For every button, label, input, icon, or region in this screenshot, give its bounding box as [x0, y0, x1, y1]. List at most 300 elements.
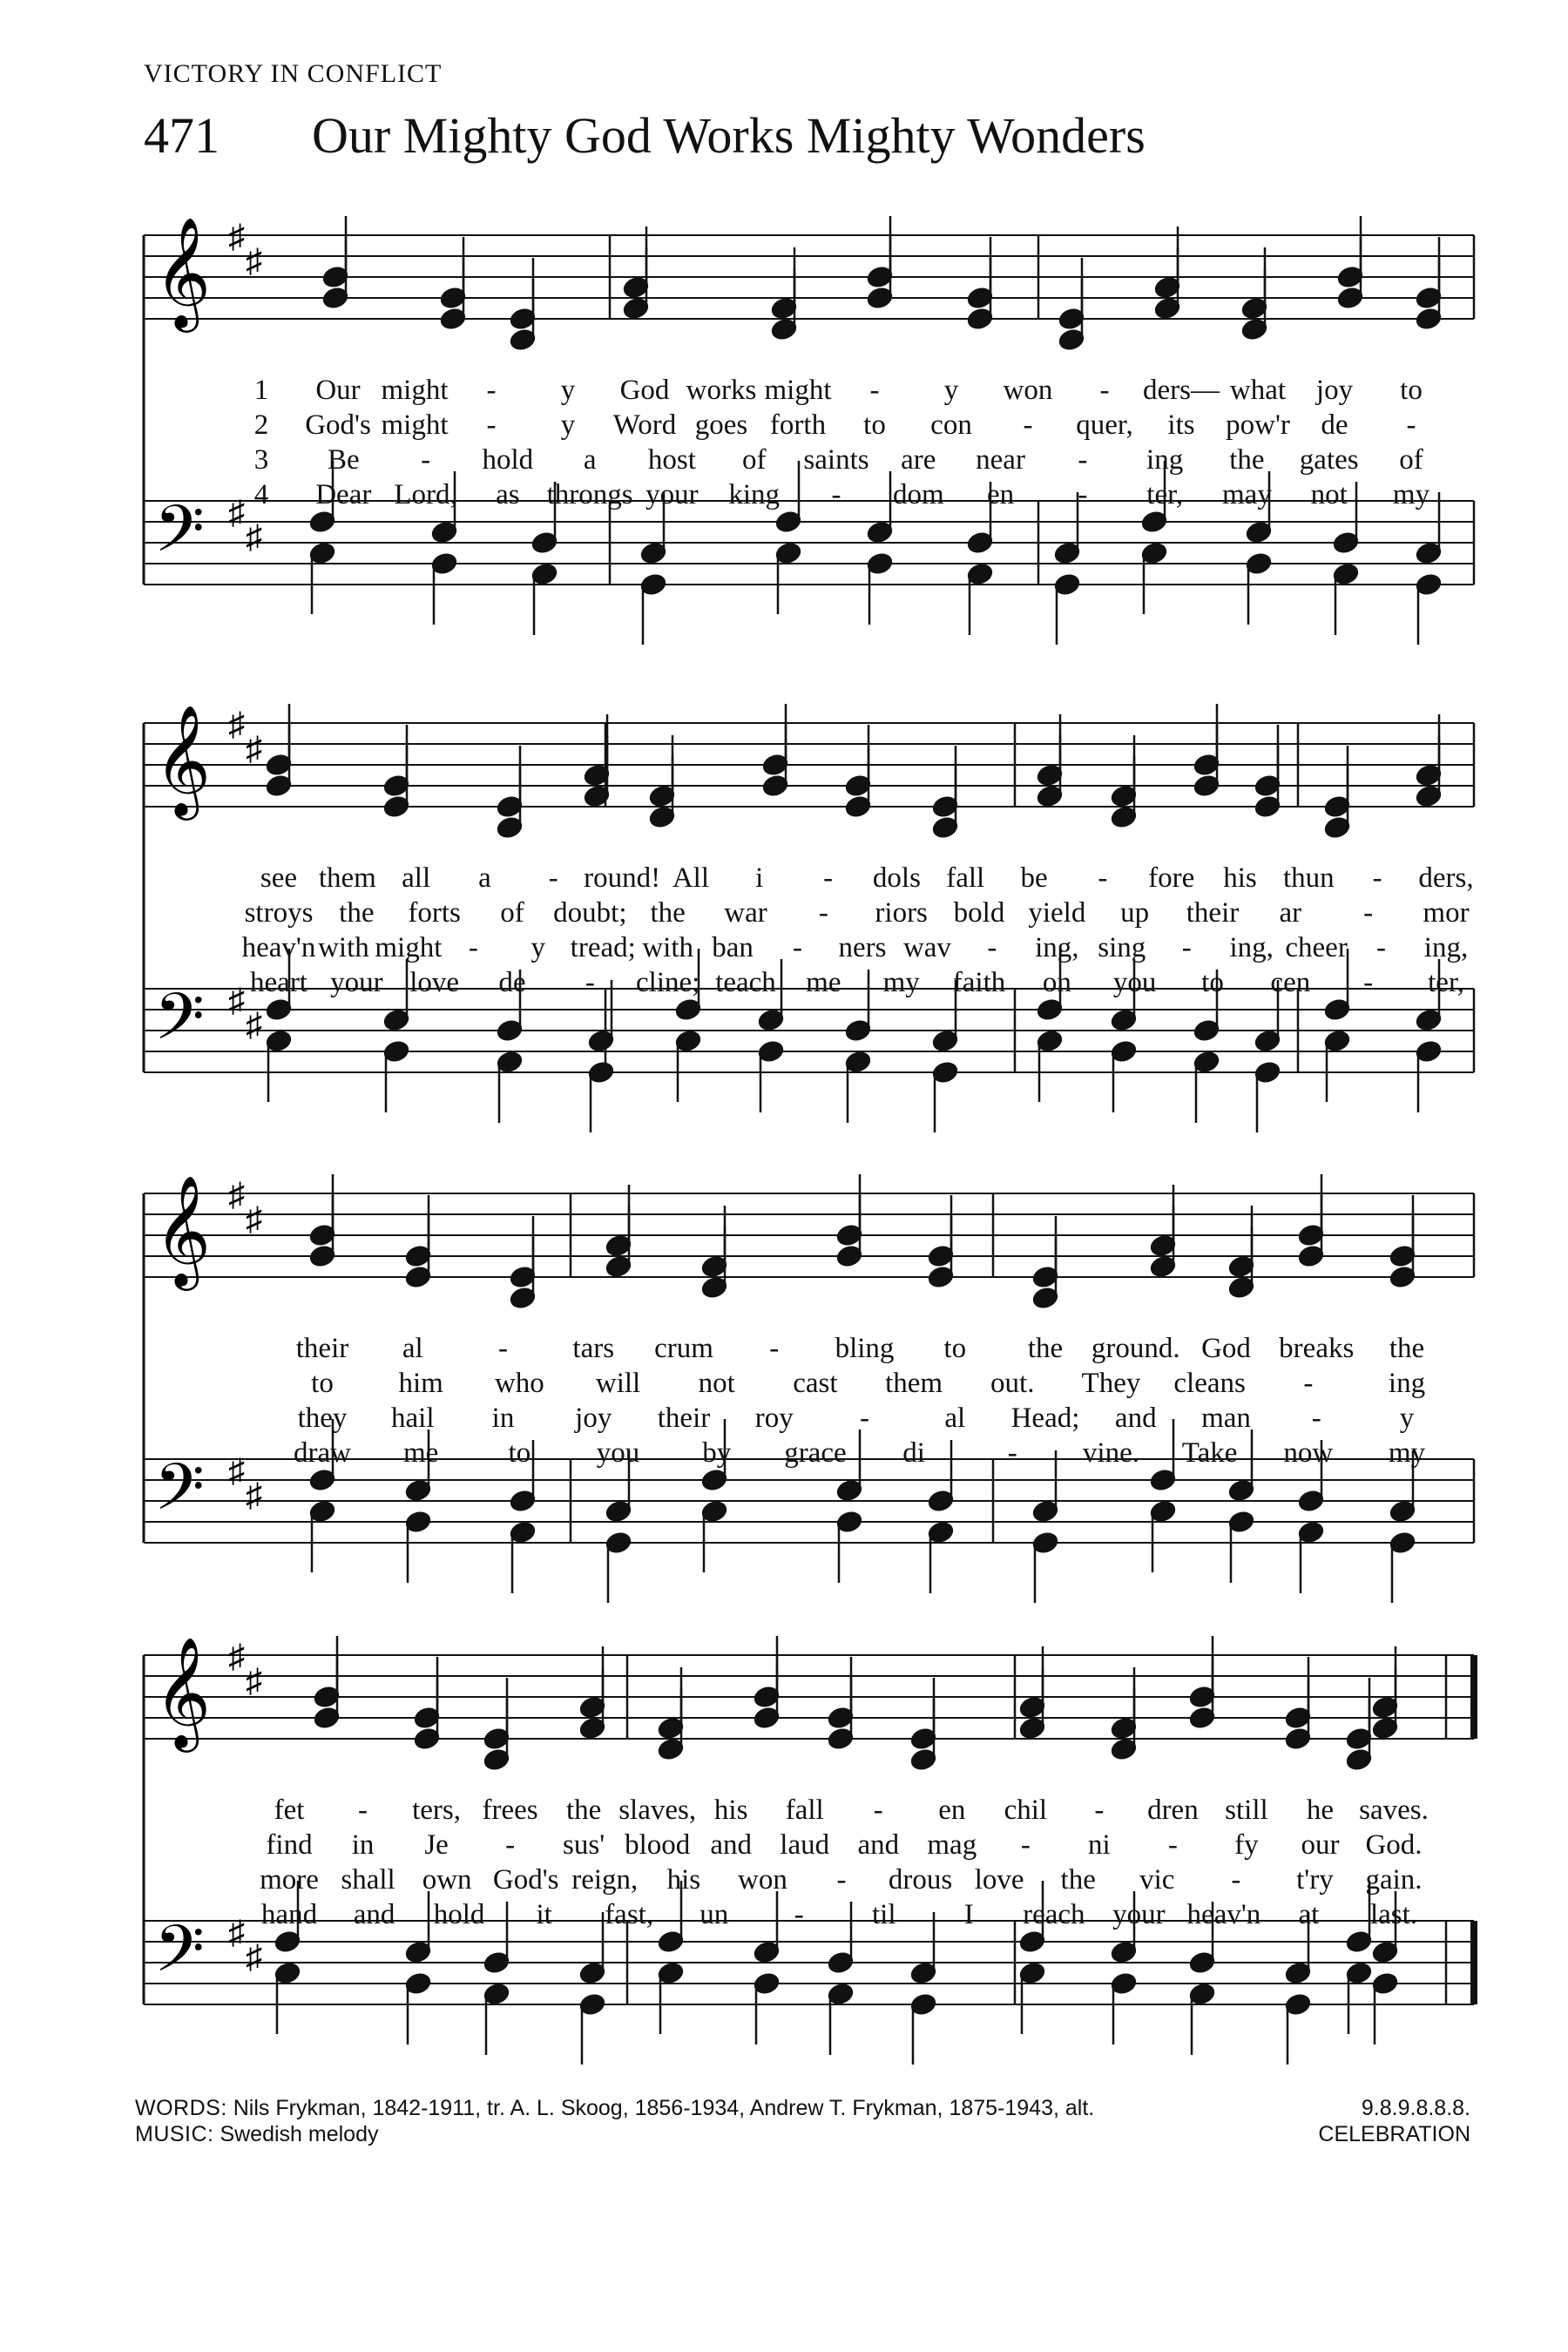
lyric-syllable: at: [1298, 1899, 1320, 1930]
sharp-icon: ♯: [228, 1639, 245, 1675]
lyric-syllable: -: [468, 932, 478, 963]
bass-note: [1111, 1040, 1138, 1112]
treble-clef-icon: 𝄞: [154, 216, 212, 328]
lyric-syllable: -: [486, 375, 497, 406]
sharp-icon: ♯: [228, 1915, 245, 1951]
lyric-syllable: works: [686, 375, 757, 406]
bass-note: [1228, 1511, 1255, 1583]
lyric-syllable: tars: [572, 1333, 615, 1364]
bass-note: [497, 1051, 524, 1123]
lyric-syllable: hail: [391, 1402, 435, 1434]
sharp-icon: ♯: [246, 1477, 262, 1514]
lyric-syllable: forts: [408, 897, 461, 929]
lyric-syllable: war: [724, 897, 767, 929]
lyric-syllable: -: [793, 932, 803, 963]
lyric-syllable: man: [1201, 1402, 1251, 1434]
lyric-syllable: gain.: [1365, 1864, 1423, 1896]
lyric-syllable: love: [409, 967, 460, 998]
lyric-syllable: up: [1120, 897, 1150, 929]
lyric-syllable: him: [398, 1368, 443, 1399]
bass-clef-icon: 𝄢: [154, 491, 205, 583]
sharp-icon: ♯: [246, 243, 262, 280]
lyric-syllable: as: [496, 479, 520, 510]
lyric-syllable: shall: [341, 1864, 395, 1896]
lyric-syllable: -: [1099, 375, 1110, 406]
lyric-syllable: their: [295, 1333, 349, 1364]
lyric-syllable: to: [943, 1333, 967, 1364]
lyric-syllable: dols: [872, 862, 921, 894]
treble-staff: [144, 1636, 1474, 1771]
bass-note: [754, 1972, 781, 2044]
lyric-syllable: its: [1167, 409, 1195, 441]
verse-line-1: [0, 862, 1568, 897]
lyric-syllable: the: [1027, 1333, 1064, 1364]
lyric-syllable: fet: [274, 1794, 305, 1826]
treble-clef-icon: 𝄞: [154, 1174, 212, 1286]
lyric-syllable: they: [297, 1402, 348, 1434]
lyric-syllable: thun: [1283, 862, 1335, 894]
sharp-icon: ♯: [246, 731, 262, 767]
lyric-syllable: slaves,: [618, 1794, 697, 1826]
verse-line-2: [0, 409, 1568, 444]
bass-note: [579, 1993, 606, 2065]
lyric-syllable: heart: [250, 967, 308, 998]
lyric-syllable: be: [1020, 862, 1048, 894]
tune-name: CELEBRATION: [1318, 2122, 1470, 2146]
lyric-syllable: God's: [492, 1864, 559, 1896]
lyric-syllable: breaks: [1279, 1333, 1355, 1364]
lyric-syllable: find: [266, 1829, 313, 1861]
lyric-syllable: de: [1321, 409, 1348, 441]
lyric-syllable: Head;: [1010, 1402, 1080, 1434]
lyric-syllable: cline;: [636, 967, 700, 998]
lyric-syllable: to: [863, 409, 886, 441]
lyric-syllable: his: [666, 1864, 701, 1896]
lyric-syllable: -: [873, 1794, 883, 1826]
bass-note: [675, 1030, 702, 1102]
lyric-syllable: hand: [260, 1899, 318, 1930]
bass-note: [405, 1511, 432, 1583]
bass-note: [758, 1040, 785, 1112]
lyric-syllable: God's: [305, 409, 371, 441]
verse-line-4: [0, 967, 1568, 1002]
lyric-syllable: out.: [990, 1368, 1035, 1399]
bass-note: [658, 1962, 685, 2034]
lyric-syllable: -: [1078, 444, 1088, 476]
lyric-syllable: a: [583, 444, 597, 476]
sharp-icon: ♯: [246, 519, 262, 556]
sharp-icon: ♯: [246, 1663, 262, 1700]
lyric-syllable: gates: [1299, 444, 1359, 476]
lyric-syllable: by: [702, 1437, 732, 1469]
lyric-syllable: ing,: [1035, 932, 1079, 963]
lyric-syllable: your: [1112, 1899, 1166, 1930]
bass-note: [605, 1531, 632, 1603]
sharp-icon: ♯: [246, 1201, 262, 1238]
lyric-syllable: -: [548, 862, 558, 894]
bass-note: [1150, 1500, 1177, 1572]
lyric-syllable: and: [353, 1899, 395, 1930]
lyric-syllable: -: [1303, 1368, 1314, 1399]
lyric-syllable: me: [806, 967, 841, 998]
lyric-syllable: my: [1392, 479, 1430, 510]
lyric-syllable: quer,: [1076, 409, 1133, 441]
treble-clef-icon: 𝄞: [154, 1636, 212, 1747]
lyric-syllable: goes: [694, 409, 748, 441]
lyric-syllable: en: [938, 1794, 966, 1826]
lyric-syllable: ters,: [412, 1794, 462, 1826]
hymn-number: 471: [144, 107, 220, 164]
lyric-syllable: them: [885, 1368, 943, 1399]
lyric-syllable: fy: [1234, 1829, 1259, 1861]
bass-note: [1372, 1972, 1399, 2044]
lyric-syllable: bling: [835, 1333, 895, 1364]
lyric-syllable: t'ry: [1296, 1864, 1334, 1896]
lyric-syllable: sing: [1098, 932, 1146, 963]
bass-note: [1389, 1531, 1416, 1603]
lyric-syllable: his: [713, 1794, 748, 1826]
lyric-syllable: laud: [780, 1829, 830, 1861]
section-label: VICTORY IN CONFLICT: [144, 59, 443, 88]
lyric-syllable: cheer: [1285, 932, 1348, 963]
lyric-syllable: their: [657, 1402, 711, 1434]
lyric-syllable: his: [1223, 862, 1257, 894]
bass-note: [640, 573, 667, 645]
lyric-syllable: with: [642, 932, 693, 963]
lyric-syllable: y: [531, 932, 546, 963]
lyric-syllable: last.: [1369, 1899, 1418, 1930]
lyric-syllable: saints: [803, 444, 869, 476]
lyric-syllable: fall: [785, 1794, 824, 1826]
lyric-syllable: my: [882, 967, 920, 998]
lyric-syllable: king: [728, 479, 781, 510]
bass-note: [588, 1061, 615, 1132]
lyric-syllable: he: [1306, 1794, 1335, 1826]
lyric-syllable: the: [565, 1794, 602, 1826]
bass-note: [845, 1051, 872, 1123]
lyric-syllable: near: [976, 444, 1025, 476]
lyric-syllable: to: [508, 1437, 531, 1469]
lyric-syllable: -: [1311, 1402, 1321, 1434]
lyric-syllable: of: [1399, 444, 1423, 476]
bass-note: [274, 1962, 301, 2034]
sharp-icon: ♯: [228, 495, 245, 531]
lyric-syllable: -: [818, 897, 828, 929]
lyric-syllable: -: [1181, 932, 1192, 963]
lyric-syllable: fall: [946, 862, 985, 894]
bass-clef-icon: 𝄢: [154, 979, 205, 1071]
verse-line-3: [0, 444, 1568, 479]
lyric-syllable: drous: [888, 1864, 953, 1896]
lyric-syllable: saves.: [1359, 1794, 1429, 1826]
lyric-syllable: may: [1222, 479, 1272, 510]
bass-note: [910, 1993, 937, 2065]
lyric-syllable: -: [358, 1794, 368, 1826]
lyric-syllable: All: [672, 862, 710, 894]
bass-note: [1298, 1521, 1325, 1593]
bass-note: [701, 1500, 728, 1572]
lyric-syllable: y: [943, 375, 959, 406]
lyric-syllable: still: [1225, 1794, 1268, 1826]
bass-note: [1054, 573, 1081, 645]
lyric-syllable: and: [710, 1829, 753, 1861]
bass-note: [483, 1983, 510, 2055]
lyric-syllable: I: [963, 1899, 974, 1930]
lyric-syllable: 1: [253, 375, 269, 406]
lyric-syllable: tread;: [570, 932, 636, 963]
lyric-syllable: -: [1363, 967, 1374, 998]
lyric-syllable: dom: [892, 479, 944, 510]
lyric-syllable: might: [375, 932, 443, 963]
lyric-syllable: throngs: [546, 479, 633, 510]
bass-note: [867, 552, 894, 625]
bass-note: [828, 1983, 855, 2055]
lyric-syllable: -: [1023, 409, 1033, 441]
lyric-syllable: me: [403, 1437, 439, 1469]
lyric-syllable: ban: [712, 932, 754, 963]
lyric-syllable: pow'r: [1226, 409, 1290, 441]
lyric-syllable: it: [536, 1899, 552, 1930]
lyric-syllable: 4: [253, 479, 269, 510]
lyric-syllable: the: [650, 897, 686, 929]
verse-line-2: [0, 1368, 1568, 1402]
lyric-syllable: Take: [1181, 1437, 1238, 1469]
lyric-syllable: mag: [927, 1829, 977, 1861]
bass-clef-icon: 𝄢: [154, 1450, 205, 1541]
words-credit: WORDS: Nils Frykman, 1842-1911, tr. A. L. Skoog, 1856-1934, Andrew T. Frykman, 1875-1943, alt.: [135, 2096, 1095, 2120]
bass-note: [531, 563, 558, 635]
lyric-syllable: are: [901, 444, 936, 476]
bass-note: [510, 1521, 537, 1593]
lyric-syllable: con: [930, 409, 972, 441]
lyric-syllable: ing,: [1423, 932, 1469, 963]
lyric-syllable: Our: [315, 375, 361, 406]
lyric-syllable: 2: [253, 409, 269, 441]
credits: [135, 2095, 1094, 2147]
lyric-syllable: -: [1376, 932, 1387, 963]
lyric-syllable: di: [902, 1437, 925, 1469]
lyric-syllable: -: [869, 375, 880, 406]
lyric-syllable: and: [1114, 1402, 1157, 1434]
lyric-syllable: the: [1060, 1864, 1096, 1896]
lyric-syllable: won: [738, 1864, 787, 1896]
lyric-syllable: -: [769, 1333, 780, 1364]
lyric-syllable: Dear: [315, 479, 372, 510]
lyric-syllable: ners: [838, 932, 887, 963]
lyric-syllable: my: [1388, 1437, 1426, 1469]
lyric-syllable: cen: [1270, 967, 1311, 998]
lyric-syllable: al: [402, 1333, 423, 1364]
sharp-icon: ♯: [228, 983, 245, 1019]
lyric-syllable: reign,: [571, 1864, 639, 1896]
lyric-syllable: -: [836, 1864, 847, 1896]
meter: 9.8.9.8.8.8.: [1361, 2096, 1470, 2120]
lyric-syllable: ter,: [1146, 479, 1184, 510]
lyric-syllable: un: [700, 1899, 729, 1930]
lyric-syllable: bold: [953, 897, 1005, 929]
verse-line-3: [0, 1402, 1568, 1437]
lyric-syllable: vine.: [1082, 1437, 1139, 1469]
lyric-syllable: cleans: [1173, 1368, 1246, 1399]
lyric-syllable: Lord,: [394, 479, 457, 510]
lyric-syllable: joy: [575, 1402, 612, 1434]
hymn-title: Our Mighty God Works Mighty Wonders: [312, 107, 1146, 164]
lyric-syllable: y: [560, 375, 576, 406]
bass-clef-icon: 𝄢: [154, 1911, 205, 2003]
lyric-syllable: -: [1167, 1829, 1178, 1861]
lyric-syllable: of: [500, 897, 524, 929]
lyric-syllable: y: [1399, 1402, 1415, 1434]
lyric-syllable: will: [595, 1368, 641, 1399]
verse-line-1: [0, 1794, 1568, 1829]
lyric-syllable: God.: [1365, 1829, 1423, 1861]
sharp-icon: ♯: [246, 1939, 262, 1976]
lyric-syllable: your: [330, 967, 383, 998]
lyric-syllable: love: [974, 1864, 1024, 1896]
lyric-syllable: -: [498, 1333, 508, 1364]
lyric-syllable: fore: [1148, 862, 1195, 894]
lyric-syllable: mor: [1423, 897, 1470, 929]
bass-note: [309, 542, 336, 614]
lyric-syllable: vic: [1139, 1864, 1175, 1896]
lyric-syllable: hold: [433, 1899, 485, 1930]
lyric-syllable: -: [987, 932, 997, 963]
verse-line-2: [0, 897, 1568, 932]
lyric-syllable: grace: [784, 1437, 847, 1469]
lyric-syllable: not: [698, 1368, 735, 1399]
sharp-icon: ♯: [228, 1453, 245, 1490]
lyric-syllable: -: [860, 1402, 869, 1434]
lyric-syllable: ar: [1279, 897, 1302, 929]
bass-note: [1324, 1030, 1351, 1102]
lyric-syllable: de: [498, 967, 526, 998]
treble-staff: [144, 704, 1474, 839]
lyric-syllable: -: [1020, 1829, 1031, 1861]
bass-note: [1285, 1993, 1312, 2065]
lyric-syllable: -: [585, 967, 595, 998]
lyric-syllable: -: [505, 1829, 516, 1861]
lyric-syllable: might: [764, 375, 832, 406]
lyric-syllable: fast,: [605, 1899, 654, 1930]
lyric-syllable: ter,: [1428, 967, 1464, 998]
lyric-syllable: the: [1389, 1333, 1425, 1364]
bass-note: [1346, 1962, 1373, 2034]
sharp-icon: ♯: [228, 219, 245, 255]
lyric-syllable: crum: [654, 1333, 713, 1364]
lyric-syllable: dren: [1147, 1794, 1199, 1826]
lyric-syllable: reach: [1023, 1899, 1085, 1930]
bass-note: [836, 1511, 863, 1583]
sharp-icon: ♯: [228, 1177, 245, 1213]
lyric-syllable: all: [402, 862, 431, 894]
lyric-syllable: might: [381, 409, 449, 441]
lyric-syllable: i: [755, 862, 764, 894]
treble-staff: [144, 216, 1474, 351]
lyric-syllable: ing: [1146, 444, 1184, 476]
treble-staff: [144, 1174, 1474, 1309]
lyric-syllable: on: [1042, 967, 1071, 998]
bass-note: [431, 552, 458, 625]
lyric-syllable: sus': [563, 1829, 605, 1861]
bass-note: [932, 1061, 959, 1132]
lyric-syllable: -: [1406, 409, 1416, 441]
bass-note: [309, 1500, 336, 1572]
lyric-syllable: doubt;: [553, 897, 627, 929]
lyric-syllable: won: [1003, 375, 1053, 406]
lyric-syllable: with: [318, 932, 369, 963]
lyric-syllable: you: [1112, 967, 1157, 998]
lyric-syllable: wav: [902, 932, 951, 963]
bass-note: [266, 1030, 293, 1102]
bass-note: [1193, 1051, 1220, 1123]
verse-line-1: [0, 1333, 1568, 1368]
lyric-syllable: -: [1078, 479, 1088, 510]
lyric-syllable: y: [560, 409, 576, 441]
bass-note: [775, 542, 802, 614]
lyric-syllable: of: [741, 444, 767, 476]
lyric-syllable: chil: [1004, 1794, 1048, 1826]
lyric-syllable: you: [596, 1437, 640, 1469]
lyric-syllable: til: [872, 1899, 896, 1930]
bass-note: [1333, 563, 1360, 635]
lyric-syllable: yield: [1028, 897, 1086, 929]
lyric-syllable: stroys: [244, 897, 314, 929]
lyric-syllable: ders—: [1143, 375, 1220, 406]
lyric-syllable: and: [857, 1829, 900, 1861]
lyric-syllable: -: [1363, 897, 1374, 929]
lyric-syllable: God: [1201, 1333, 1251, 1364]
bass-note: [1416, 1040, 1443, 1112]
bass-note: [928, 1521, 955, 1593]
lyric-syllable: in: [491, 1402, 515, 1434]
bass-note: [1254, 1061, 1281, 1132]
lyric-syllable: round!: [584, 862, 661, 894]
bass-note: [1246, 552, 1273, 625]
lyric-syllable: teach: [715, 967, 776, 998]
lyric-syllable: frees: [482, 1794, 538, 1826]
lyric-syllable: -: [1098, 862, 1108, 894]
lyric-syllable: 3: [253, 444, 269, 476]
lyric-syllable: who: [494, 1368, 544, 1399]
lyric-syllable: to: [1201, 967, 1224, 998]
lyric-syllable: not: [1310, 479, 1348, 510]
lyric-syllable: ni: [1088, 1829, 1111, 1861]
lyric-syllable: They: [1081, 1368, 1141, 1399]
lyric-syllable: ders,: [1418, 862, 1474, 894]
lyric-syllable: -: [831, 479, 841, 510]
lyric-syllable: -: [823, 862, 834, 894]
bass-note: [405, 1972, 432, 2044]
lyric-syllable: riors: [875, 897, 928, 929]
lyric-syllable: cast: [793, 1368, 838, 1399]
lyric-syllable: see: [260, 862, 298, 894]
lyric-syllable: -: [1372, 862, 1382, 894]
lyric-syllable: might: [381, 375, 449, 406]
lyric-syllable: -: [1094, 1794, 1105, 1826]
lyric-syllable: our: [1301, 1829, 1340, 1861]
lyric-syllable: forth: [769, 409, 827, 441]
verse-line-2: [0, 1829, 1568, 1864]
lyric-syllable: -: [794, 1899, 804, 1930]
lyric-syllable: blood: [625, 1829, 691, 1861]
lyric-syllable: al: [944, 1402, 966, 1434]
lyric-syllable: the: [1229, 444, 1265, 476]
bass-note: [1111, 1972, 1138, 2044]
bass-note: [967, 563, 994, 635]
lyric-syllable: draw: [294, 1437, 351, 1469]
treble-clef-icon: 𝄞: [154, 704, 212, 815]
verse-line-3: [0, 932, 1568, 967]
